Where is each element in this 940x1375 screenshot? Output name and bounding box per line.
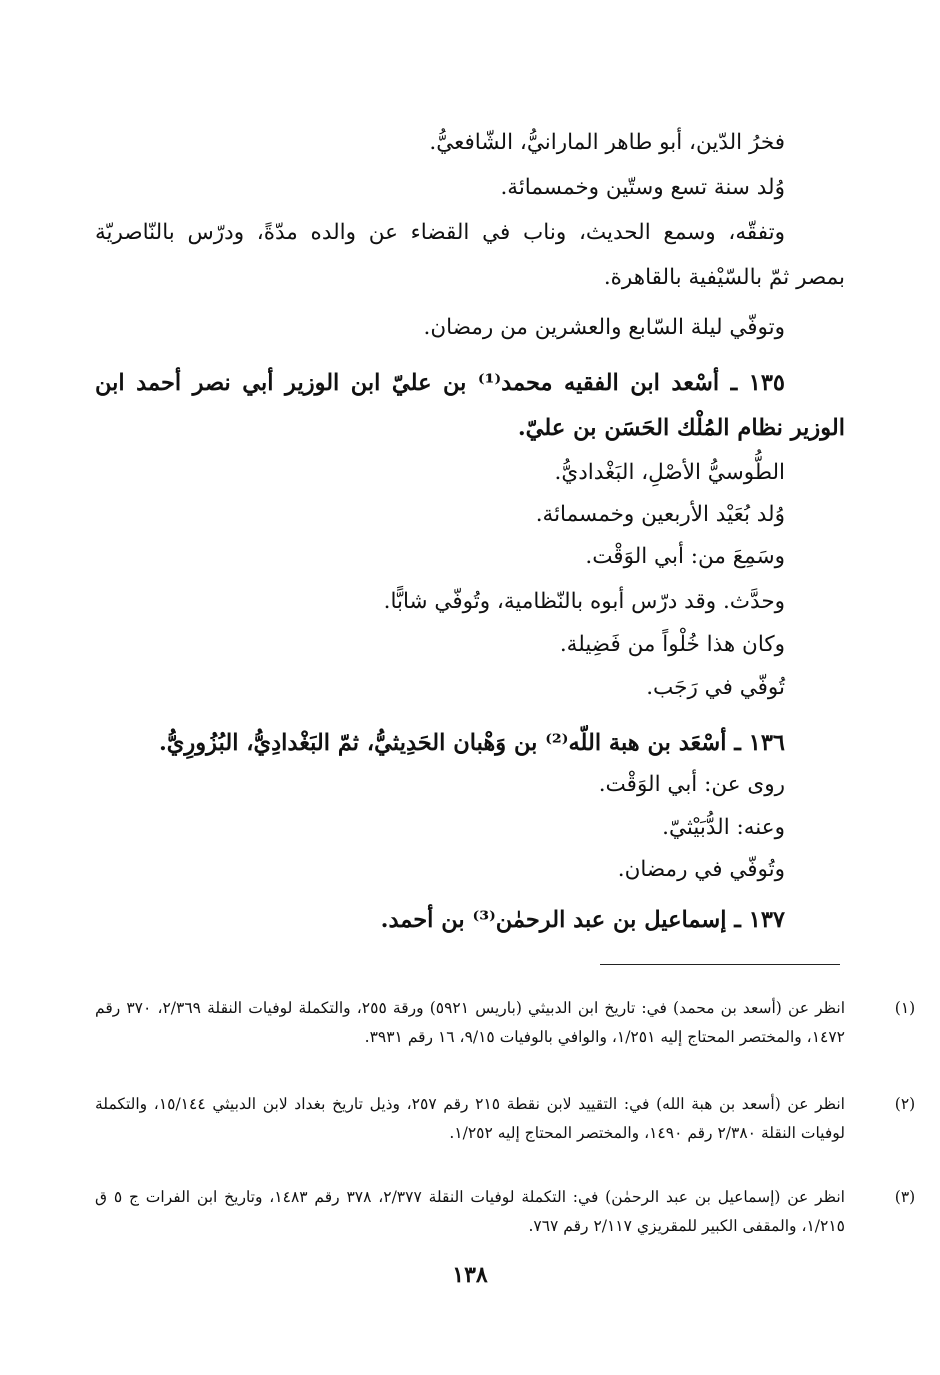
text-line: بمصر ثمّ بالسّيْفية بالقاهرة. [603,265,845,290]
text-line: الطُّوسيُّ الأصْلِ، البَغْداديُّ. [554,460,785,485]
text-line: وتوفّي ليلة السّابع والعشرين من رمضان. [423,315,785,340]
footnote [95,994,916,1052]
footnote [95,1090,916,1148]
text-line: تُوفّي في رَجَب. [646,675,785,700]
footnote-number: (٣) [894,1188,916,1206]
entry-heading-135-cont: الوزير نظام المُلْك الحَسَن بن عليّ. [517,415,845,441]
footnote-number: (١) [894,999,916,1017]
footnote-separator [600,964,840,965]
footnote-text: انظر عن (أسعد بن محمد) في: تاريخ ابن الدبيثي (باريس ٥٩٢١) ورقة ٢٥٥، والتكملة لوفيات النقلة ٢/٣٦٩، ٣٧٠ رقم ١٤٧٢، والمختصر المحتاج إليه ١/٢٥١، والوافي بالوفيات ٩/١٥، ١٦ رقم ٣٩٣١. [95,999,846,1046]
footnote-text: انظر عن (إسماعيل بن عبد الرحمٰن) في: التكملة لوفيات النقلة ٢/٣٧٧، ٣٧٨ رقم ١٤٨٣، وتاريخ ابن الفرات ج ٥ ق ١/٢١٥، والمقفى الكبير للمقريزي ٢/١١٧ رقم ٧٦٧. [95,1188,845,1235]
entry-heading-136: ١٣٦ ـ أسْعَد بن هبة اللّه⁽²⁾ بن وَهْبان الحَدِيثيُّ، ثمّ البَغْدادِيُّ، البُزُورِيُّ. [158,730,785,756]
entry-heading-137: ١٣٧ ـ إسماعيل بن عبد الرحمٰن⁽³⁾ بن أحمد. [380,907,785,933]
text-line: روى عن: أبي الوَقْت. [598,772,785,797]
text-line: وتُوفّي في رمضان. [617,857,785,882]
text-line: وحدَّث. وقد درّس أبوه بالنّظامية، وتُوفّي شابًّا. [383,589,785,614]
text-line: وكان هذا خُلْواً من فَضِيلة. [559,632,785,657]
footnote-text: انظر عن (أسعد بن هبة الله) في: التقييد لابن نقطة ٢١٥ رقم ٢٥٧، وذيل تاريخ بغداد لابن الدبيثي ١٥/١٤٤، والتكملة لوفيات النقلة ٢/٣٨٠ رقم ١٤٩٠، والمختصر المحتاج إليه ١/٢٥٢. [95,1095,845,1142]
text-line: وُلد بُعَيْد الأربعين وخمسمائة. [535,502,785,527]
entry-heading-135: ١٣٥ ـ أسْعد ابن الفقيه محمد⁽¹⁾ بن عليّ ابن الوزير أبي نصر أحمد ابن [95,370,785,396]
text-line: وعنه: الدُّبَيْثيّ. [662,815,785,840]
footnote-number: (٢) [894,1095,916,1113]
text-line: وسَمِعَ من: أبي الوَقْت. [585,544,785,569]
text-line: وتفقّه، وسمع الحديث، وناب في القضاء عن والده مدّةً، ودرّس بالنّاصريّة [95,220,785,245]
footnote [95,1183,916,1241]
text-line: فخرُ الدّين، أبو طاهر المارانيُّ، الشّافعيُّ. [429,130,785,155]
page-number: ١٣٨ [452,1262,488,1288]
text-line: وُلد سنة تسع وستّين وخمسمائة. [500,175,785,200]
